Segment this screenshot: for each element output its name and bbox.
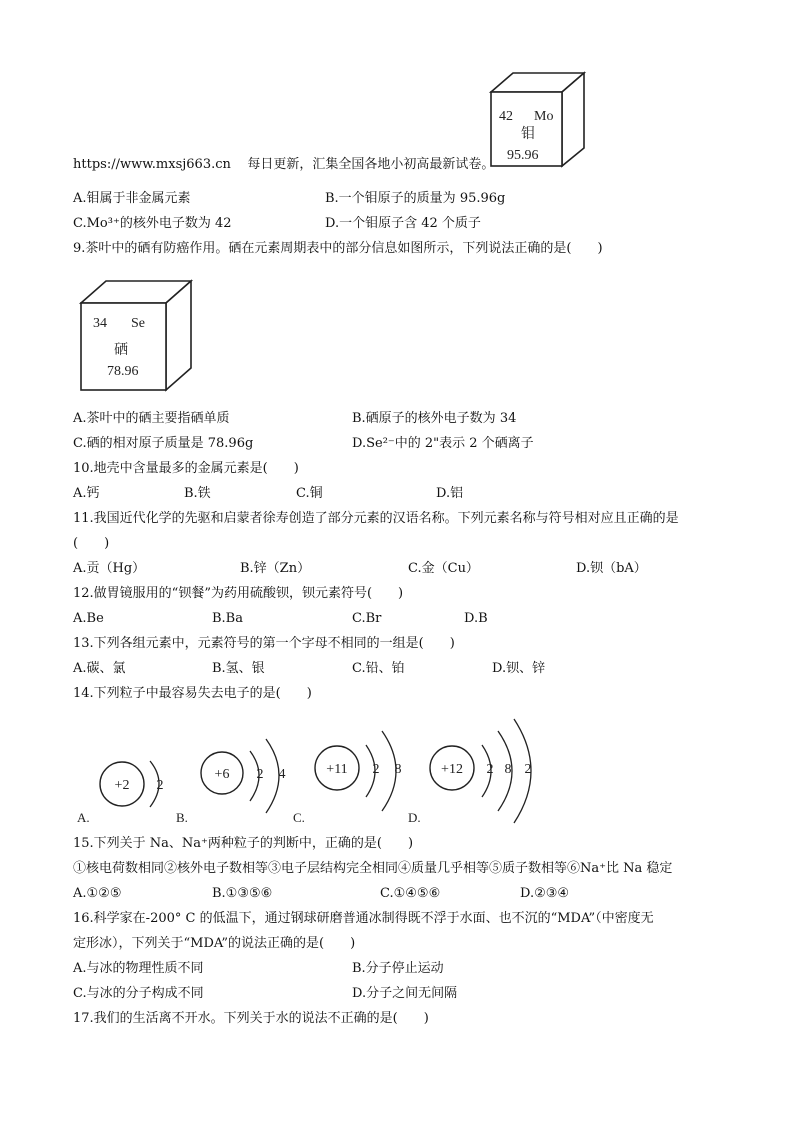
- q16-option-c: C.与冰的分子构成不同: [73, 986, 204, 1001]
- atom-b-charge: +6: [214, 767, 230, 782]
- q16-stem: 16.科学家在-200° C 的低温下，通过钢球研磨普通冰制得既不浮于水面、也不沉的“MDA”（中密度无: [73, 911, 654, 926]
- atom-d-shell-2-count: 8: [504, 762, 512, 777]
- q12-option-d: D.B: [464, 611, 488, 626]
- q9-option-b: B.硒原子的核外电子数为 34: [352, 411, 517, 426]
- q10-option-d: D.铝: [436, 486, 464, 501]
- q12-option-a: A.Be: [73, 611, 104, 626]
- q9-option-d: D.Se²⁻中的 2"表示 2 个硒离子: [352, 436, 534, 451]
- q13-stem: 13.下列各组元素中，元素符号的第一个字母不相同的一组是( ): [73, 636, 455, 651]
- atom-c-charge: +11: [326, 762, 348, 777]
- atom-c-shell-1-count: 2: [372, 762, 380, 777]
- q10-option-a: A.钙: [73, 486, 100, 501]
- atom-a-shell-1-count: 2: [156, 778, 164, 793]
- q11-stem: 11.我国近代化学的先驱和启蒙者徐寿创造了部分元素的汉语名称。下列元素名称与符号相对应且正确的是: [73, 511, 679, 526]
- selenium-element-tile: [78, 278, 196, 397]
- q15-option-c: C.①④⑤⑥: [380, 886, 441, 901]
- q8-option-c: C.Mo³⁺的核外电子数为 42: [73, 216, 232, 231]
- atom-d-label: D.: [408, 810, 421, 825]
- q11-option-b: B.锌（Zn）: [240, 561, 311, 576]
- q12-stem: 12.做胃镜服用的“钡餐”为药用硫酸钡，钡元素符号( ): [73, 586, 404, 601]
- mo-symbol: Mo: [534, 109, 554, 124]
- atom-b-label: B.: [176, 810, 188, 825]
- se-number: 34: [93, 316, 107, 331]
- q8-option-d: D.一个钼原子含 42 个质子: [325, 216, 481, 231]
- mo-number: 42: [499, 109, 513, 124]
- q17-stem: 17.我们的生活离不开水。下列关于水的说法不正确的是( ): [73, 1011, 429, 1026]
- q12-option-b: B.Ba: [212, 611, 243, 626]
- atom-structure-diagrams: [0, 715, 794, 825]
- q14-stem: 14.下列粒子中最容易失去电子的是( ): [73, 686, 312, 701]
- mo-name: 钼: [521, 127, 535, 142]
- q9-stem: 9.茶叶中的硒有防癌作用。硒在元素周期表中的部分信息如图所示，下列说法正确的是( ): [73, 241, 603, 256]
- q15-option-d: D.②③④: [520, 886, 570, 901]
- source-tagline: 每日更新，汇集全国各地小初高最新试卷。: [247, 157, 495, 172]
- atom-c-shell-2-count: 8: [394, 762, 402, 777]
- q10-stem: 10.地壳中含量最多的金属元素是( ): [73, 461, 299, 476]
- q16-option-a: A.与冰的物理性质不同: [73, 961, 204, 976]
- q9-option-a: A.茶叶中的硒主要指硒单质: [73, 411, 230, 426]
- source-line: [73, 157, 494, 173]
- q12-option-c: C.Br: [352, 611, 382, 626]
- atom-b-shell-2-count: 4: [278, 767, 286, 782]
- q13-option-a: A.碳、氯: [73, 661, 126, 676]
- source-url: https://www.mxsj663.cn: [73, 157, 231, 172]
- atom-d-charge: +12: [441, 762, 463, 777]
- se-mass: 78.96: [107, 364, 139, 379]
- mo-mass: 95.96: [507, 148, 539, 163]
- q11-option-a: A.贡（Hg）: [73, 561, 146, 576]
- atom-d-shell-1-count: 2: [486, 762, 494, 777]
- q8-option-b: B.一个钼原子的质量为 95.96g: [325, 191, 506, 206]
- atom-d-shell-3-count: 2: [524, 762, 532, 777]
- atom-b-shell-1-count: 2: [256, 767, 264, 782]
- q16-option-d: D.分子之间无间隔: [352, 986, 458, 1001]
- molybdenum-element-tile: [488, 70, 590, 174]
- atom-a-charge: +2: [114, 778, 130, 793]
- q13-option-c: C.铅、铂: [352, 661, 405, 676]
- q16-option-b: B.分子停止运动: [352, 961, 444, 976]
- q11-stem-cont: ( ): [73, 536, 110, 551]
- q15-stem: 15.下列关于 Na、Na⁺两种粒子的判断中，正确的是( ): [73, 836, 414, 851]
- atom-b-shell-2: [266, 739, 279, 813]
- q10-option-b: B.铁: [184, 486, 211, 501]
- q8-option-a: A.钼属于非金属元素: [73, 191, 191, 206]
- q13-option-d: D.钡、锌: [492, 661, 546, 676]
- q11-option-d: D.钡（bA）: [576, 561, 647, 576]
- q11-option-c: C.金（Cu）: [408, 561, 479, 576]
- atom-c-label: C.: [293, 810, 305, 825]
- q15-statements: ①核电荷数相同②核外电子数相等③电子层结构完全相同④质量几乎相等⑤质子数相等⑥Na⁺比 Na 稳定: [73, 861, 673, 876]
- q15-option-b: B.①③⑤⑥: [212, 886, 273, 901]
- q16-stem-cont: 定形冰），下列关于“MDA”的说法正确的是( ): [73, 936, 356, 951]
- se-name: 硒: [114, 343, 128, 358]
- se-symbol: Se: [131, 316, 145, 331]
- atom-a-label: A.: [77, 810, 90, 825]
- q10-option-c: C.铜: [296, 486, 323, 501]
- q9-option-c: C.硒的相对原子质量是 78.96g: [73, 436, 254, 451]
- q15-option-a: A.①②⑤: [73, 886, 122, 901]
- q13-option-b: B.氢、银: [212, 661, 265, 676]
